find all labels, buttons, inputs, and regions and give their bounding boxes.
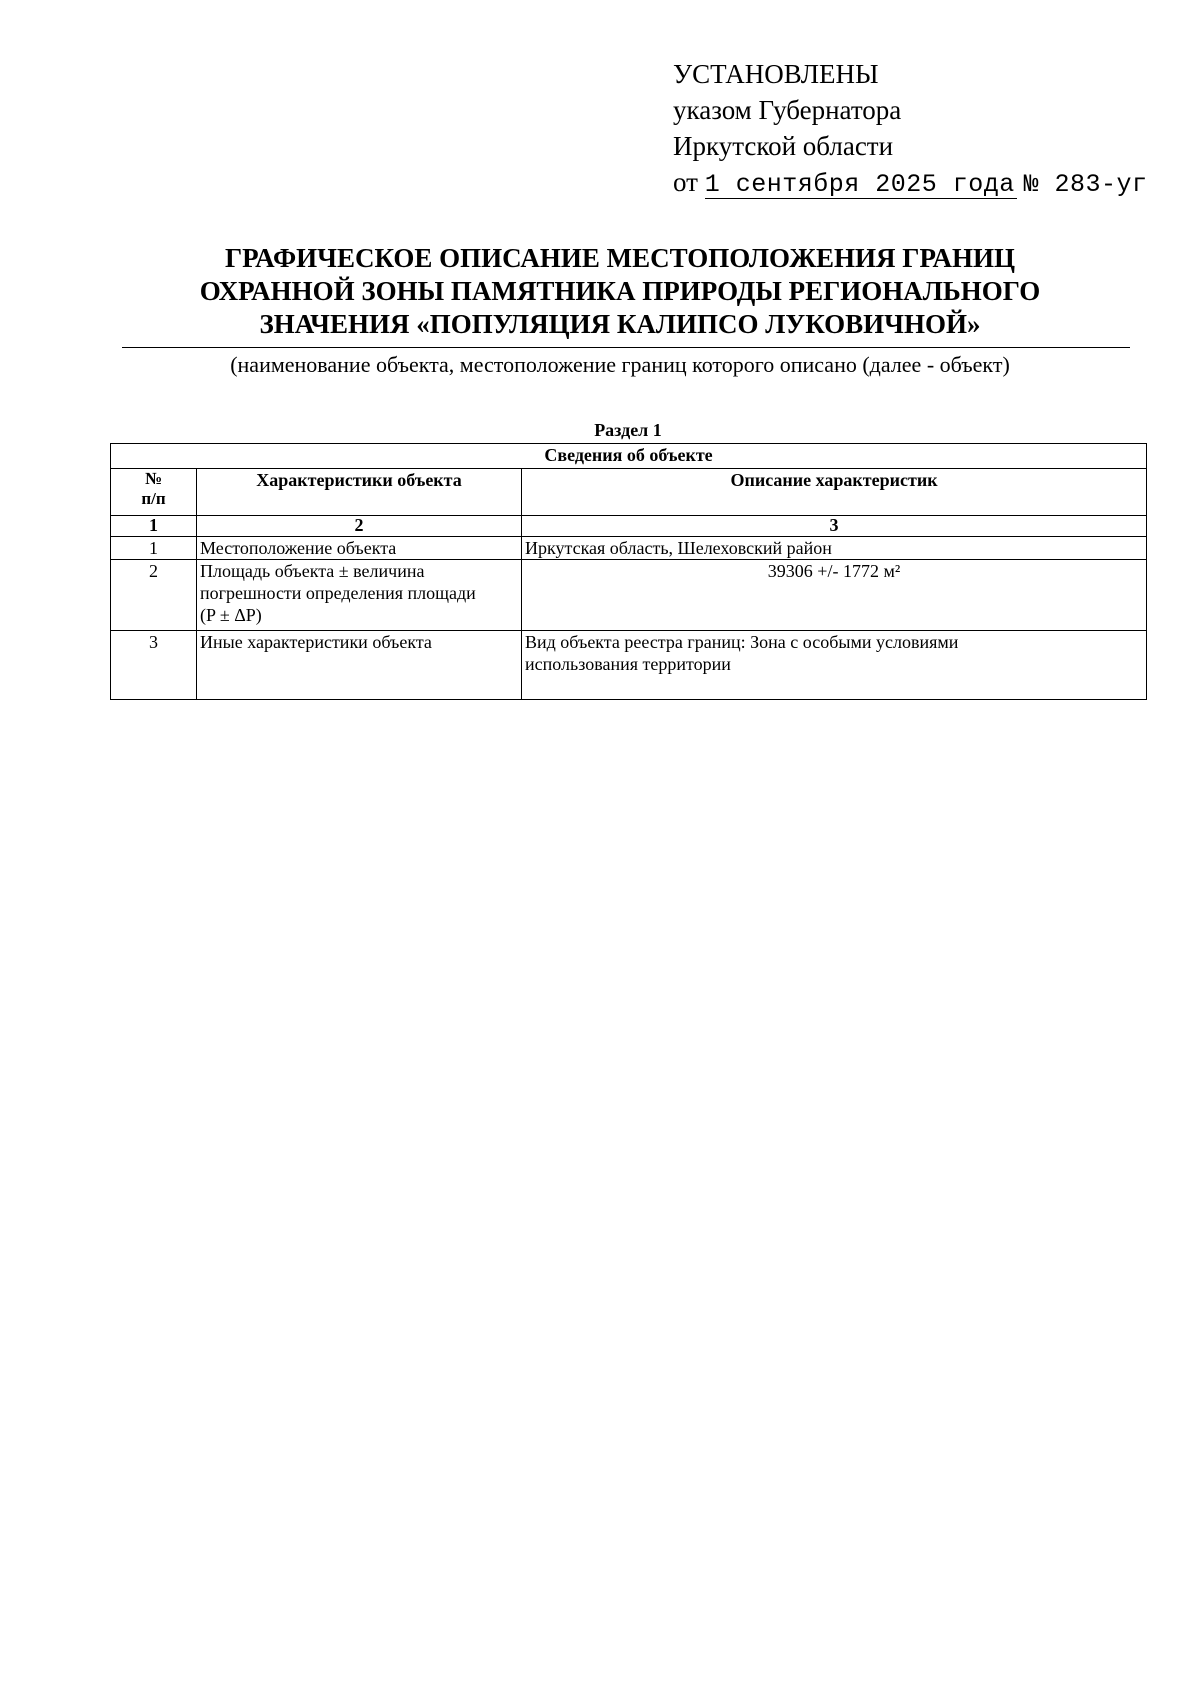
approval-region: Иркутской области bbox=[673, 131, 894, 161]
title-caption: (наименование объекта, местоположение границ которого описано (далее - объект) bbox=[230, 352, 1010, 377]
column-index-1: 1 bbox=[111, 516, 197, 537]
title-line-2: ОХРАННОЙ ЗОНЫ ПАМЯТНИКА ПРИРОДЫ РЕГИОНАЛЬНОГО bbox=[199, 276, 1041, 306]
table-row bbox=[111, 537, 1147, 560]
row-characteristic-line: Площадь объекта ± величина bbox=[200, 561, 425, 581]
table-caption: Сведения об объекте bbox=[111, 444, 1147, 469]
row-characteristic-line: (P ± ΔP) bbox=[200, 605, 262, 625]
row-num: 3 bbox=[111, 631, 197, 700]
approval-authority: указом Губернатора bbox=[673, 95, 902, 125]
table-header-row bbox=[111, 469, 1147, 516]
decree-from-label: от bbox=[673, 167, 698, 197]
approval-decree bbox=[673, 164, 1153, 203]
approval-stamp bbox=[673, 56, 1153, 203]
column-index-2: 2 bbox=[197, 516, 522, 537]
row-num: 1 bbox=[111, 537, 197, 560]
row-description: 39306 +/- 1772 м² bbox=[522, 560, 1147, 631]
title-underline bbox=[122, 347, 1130, 348]
title-line-3: ЗНАЧЕНИЯ «ПОПУЛЯЦИЯ КАЛИПСО ЛУКОВИЧНОЙ» bbox=[259, 309, 981, 339]
table-row bbox=[111, 631, 1147, 700]
row-num: 2 bbox=[111, 560, 197, 631]
row-description-line: Вид объекта реестра границ: Зона с особыми условиями bbox=[525, 632, 959, 652]
row-characteristic: Иные характеристики объекта bbox=[197, 631, 522, 700]
row-characteristic: Местоположение объекта bbox=[197, 537, 522, 560]
row-characteristic-line: погрешности определения площади bbox=[200, 583, 476, 603]
column-index-row bbox=[111, 516, 1147, 537]
decree-number: № 283-уг bbox=[1023, 170, 1148, 199]
approval-heading: УСТАНОВЛЕНЫ bbox=[673, 59, 879, 89]
table-caption-row bbox=[111, 444, 1147, 469]
header-num-sign: № bbox=[144, 469, 163, 488]
document-title bbox=[110, 242, 1130, 341]
header-description: Описание характеристик bbox=[522, 469, 1147, 516]
row-description-line: использования территории bbox=[525, 654, 731, 674]
table-row bbox=[111, 560, 1147, 631]
object-info-table bbox=[110, 443, 1147, 700]
row-description: Иркутская область, Шелеховский район bbox=[522, 537, 1147, 560]
header-characteristics: Характеристики объекта bbox=[197, 469, 522, 516]
column-index-3: 3 bbox=[522, 516, 1147, 537]
section-label: Раздел 1 bbox=[594, 420, 662, 440]
decree-date: 1 сентября 2025 года bbox=[704, 170, 1015, 199]
title-line-1: ГРАФИЧЕСКОЕ ОПИСАНИЕ МЕСТОПОЛОЖЕНИЯ ГРАНИЦ bbox=[224, 243, 1016, 273]
header-num-abbr: п/п bbox=[141, 489, 166, 508]
row-characteristic bbox=[197, 560, 522, 631]
row-description bbox=[522, 631, 1147, 700]
header-num bbox=[111, 469, 197, 516]
